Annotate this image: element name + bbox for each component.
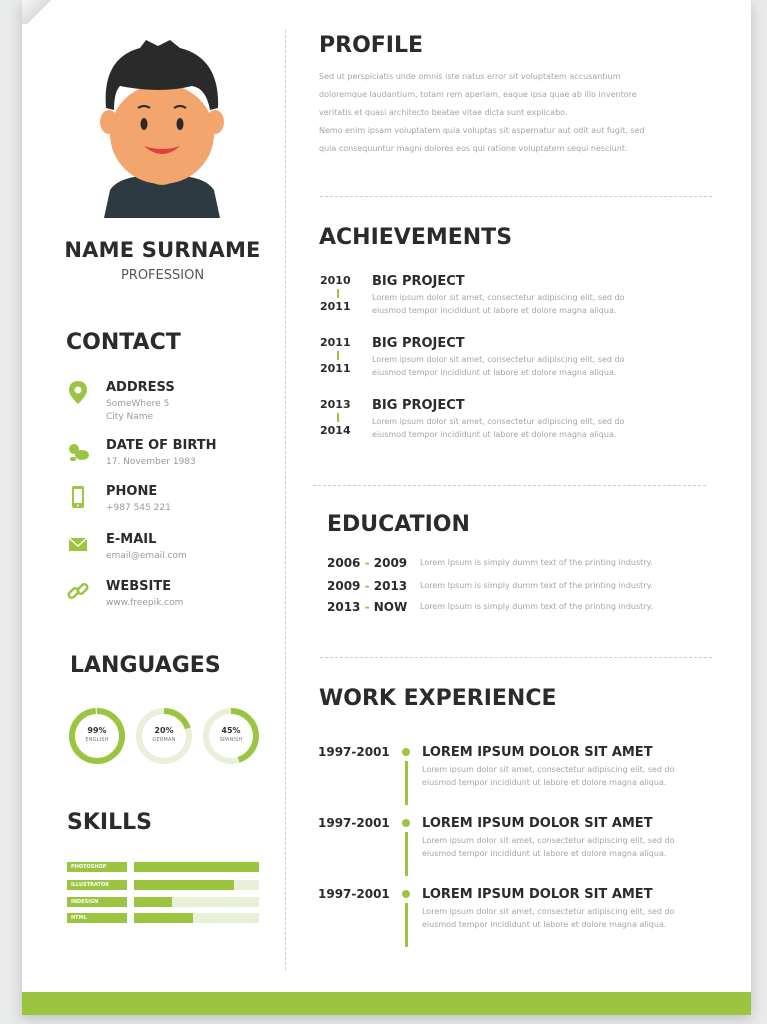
desc-line: eiusmod tempor incididunt ut labore et dolore magna aliqua.: [422, 778, 667, 787]
achievement-to: 2011: [320, 300, 351, 313]
education-from: 2006: [327, 556, 361, 570]
desc-line: eiusmod tempor incididunt ut labore et dolore magna aliqua.: [372, 368, 617, 377]
achievement-title: BIG PROJECT: [372, 398, 465, 413]
skill-illustrator: [67, 880, 259, 890]
profile-line: Sed ut perspiciatis unde omnis iste natus error sit voluptatem accusantium: [319, 72, 621, 81]
skill-track: [134, 897, 259, 907]
language-percent: 20%: [154, 726, 174, 735]
skill-label: PHOTOSHOP: [67, 862, 127, 872]
achievement-from: 2010: [320, 274, 351, 287]
education-to: NOW: [373, 600, 408, 614]
education-years: 2006 - 2009: [327, 556, 408, 570]
achievement-to: 2014: [320, 424, 351, 437]
language-ring: [68, 707, 126, 765]
language-name: ENGLISH: [85, 737, 109, 743]
contact-label: E-MAIL: [106, 532, 157, 547]
achievement-connector: [337, 413, 339, 422]
achievement-desc: [372, 353, 672, 379]
desc-line: Lorem ipsum dolor sit amet, consectetur adipiscing elit, sed do: [422, 836, 675, 845]
skill-fill: [134, 880, 234, 890]
profile-heading: PROFILE: [319, 33, 424, 58]
contact-value: +987 545 221: [106, 503, 171, 513]
profile-text: [319, 68, 644, 158]
education-years: 2009 - 2013: [327, 579, 408, 593]
work-years: 1997-2001: [318, 887, 390, 901]
work-item: [318, 816, 718, 886]
language-percent: 45%: [221, 726, 241, 735]
person-name: NAME SURNAME: [64, 238, 261, 262]
desc-line: Lorem ipsum dolor sit amet, consectetur adipiscing elit, sed do: [422, 907, 675, 916]
language-german: [135, 707, 193, 765]
envelope-icon: [66, 532, 90, 556]
education-desc: Lorem Ipsum is simply dumm text of the printing industry.: [420, 558, 653, 567]
skill-fill: [134, 862, 259, 872]
languages-heading: LANGUAGES: [70, 653, 221, 678]
timeline-line: [405, 832, 408, 876]
skill-indesign: [67, 897, 259, 907]
desc-line: Lorem ipsum dolor sit amet, consectetur adipiscing elit, sed do: [372, 417, 625, 426]
contact-label: ADDRESS: [106, 380, 175, 395]
skill-label: INDESIGN: [67, 897, 127, 907]
education-desc: Lorem Ipsum is simply dumm text of the printing industry.: [420, 581, 653, 590]
skill-track: [134, 880, 259, 890]
baby-icon: [66, 438, 90, 462]
achievement-from: 2011: [320, 336, 351, 349]
timeline-dot: [402, 748, 410, 756]
address-line: SomeWhere 5: [106, 399, 170, 409]
section-divider: [320, 657, 712, 658]
contact-value: www.freepik.com: [106, 598, 184, 608]
address-line: City Name: [106, 412, 154, 422]
education-from: 2013: [327, 600, 361, 614]
skills-heading: SKILLS: [67, 810, 152, 835]
education-item: [327, 579, 707, 595]
achievement-title: BIG PROJECT: [372, 336, 465, 351]
timeline-dot: [402, 890, 410, 898]
language-ring: [202, 707, 260, 765]
education-item: [327, 556, 707, 572]
desc-line: Lorem ipsum dolor sit amet, consectetur adipiscing elit, sed do: [372, 355, 625, 364]
achievement-item: [320, 398, 680, 448]
achievement-connector: [337, 351, 339, 360]
desc-line: eiusmod tempor incididunt ut labore et dolore magna aliqua.: [422, 920, 667, 929]
language-spanish: [202, 707, 260, 765]
work-item: [318, 745, 718, 815]
skill-fill: [134, 897, 172, 907]
achievement-item: [320, 336, 680, 386]
section-divider: [320, 196, 712, 197]
achievement-desc: [372, 291, 672, 317]
profile-line: veritatis et quasi architecto beatae vitae dicta sunt explicabo.: [319, 108, 568, 117]
desc-line: eiusmod tempor incididunt ut labore et dolore magna aliqua.: [372, 306, 617, 315]
work-desc: [422, 905, 712, 931]
profile-line: quia consequuntur magni dolores eos qui ratione voluptatem sequi nesciunt.: [319, 144, 628, 153]
skill-label: ILLUSTRATOR: [67, 880, 127, 890]
achievement-connector: [337, 289, 339, 298]
work-desc: [422, 763, 712, 789]
desc-line: Lorem ipsum dolor sit amet, consectetur adipiscing elit, sed do: [422, 765, 675, 774]
education-from: 2009: [327, 579, 361, 593]
avatar-illustration: [100, 38, 224, 218]
education-to: 2013: [373, 579, 408, 593]
page-fold-corner: [22, 0, 56, 24]
achievement-to: 2011: [320, 362, 351, 375]
person-profession: PROFESSION: [120, 268, 205, 283]
skill-track: [134, 913, 259, 923]
achievement-from: 2013: [320, 398, 351, 411]
timeline-line: [405, 761, 408, 805]
profile-line: Nemo enim ipsam voluptatem quia voluptas sit aspernatur aut odit aut fugit, sed: [319, 126, 645, 135]
language-percent: 99%: [87, 726, 107, 735]
achievement-item: [320, 274, 680, 324]
education-desc: Lorem Ipsum is simply dumm text of the printing industry.: [420, 602, 653, 611]
contact-label: WEBSITE: [106, 579, 172, 594]
language-english: [68, 707, 126, 765]
language-ring: [135, 707, 193, 765]
education-heading: EDUCATION: [327, 512, 470, 537]
work-title: LOREM IPSUM DOLOR SIT AMET: [422, 816, 653, 831]
desc-line: eiusmod tempor incididunt ut labore et dolore magna aliqua.: [422, 849, 667, 858]
achievements-heading: ACHIEVEMENTS: [319, 225, 513, 250]
skill-html: [67, 913, 259, 923]
location-pin-icon: [66, 380, 90, 404]
work-desc: [422, 834, 712, 860]
contact-value: 17. November 1983: [106, 457, 196, 467]
education-years: 2013 - NOW: [327, 600, 408, 614]
skill-fill: [134, 913, 193, 923]
skill-label: HTML: [67, 913, 127, 923]
column-divider: [285, 30, 286, 970]
contact-heading: CONTACT: [66, 330, 181, 355]
education-to: 2009: [373, 556, 408, 570]
education-item: [327, 600, 707, 616]
work-years: 1997-2001: [318, 816, 390, 830]
link-icon: [66, 579, 90, 603]
achievement-desc: [372, 415, 672, 441]
contact-label: DATE OF BIRTH: [106, 438, 217, 453]
desc-line: eiusmod tempor incididunt ut labore et dolore magna aliqua.: [372, 430, 617, 439]
work-item: [318, 887, 718, 957]
section-divider: [313, 485, 706, 486]
contact-value: email@email.com: [106, 551, 187, 561]
timeline-dot: [402, 819, 410, 827]
work-title: LOREM IPSUM DOLOR SIT AMET: [422, 745, 653, 760]
language-name: GERMAN: [152, 737, 176, 743]
contact-label: PHONE: [106, 484, 158, 499]
work-heading: WORK EXPERIENCE: [319, 686, 557, 711]
timeline-line: [405, 903, 408, 947]
bottom-accent-bar: [22, 992, 751, 1015]
phone-icon: [66, 484, 90, 508]
contact-value: [106, 398, 169, 424]
language-name: SPANISH: [219, 737, 243, 743]
desc-line: Lorem ipsum dolor sit amet, consectetur adipiscing elit, sed do: [372, 293, 625, 302]
achievement-title: BIG PROJECT: [372, 274, 465, 289]
skill-track: [134, 862, 259, 872]
profile-line: doloremque laudantium, totam rem aperiam, eaque ipsa quae ab illo inventore: [319, 90, 637, 99]
work-years: 1997-2001: [318, 745, 390, 759]
skill-photoshop: [67, 862, 259, 872]
work-title: LOREM IPSUM DOLOR SIT AMET: [422, 887, 653, 902]
